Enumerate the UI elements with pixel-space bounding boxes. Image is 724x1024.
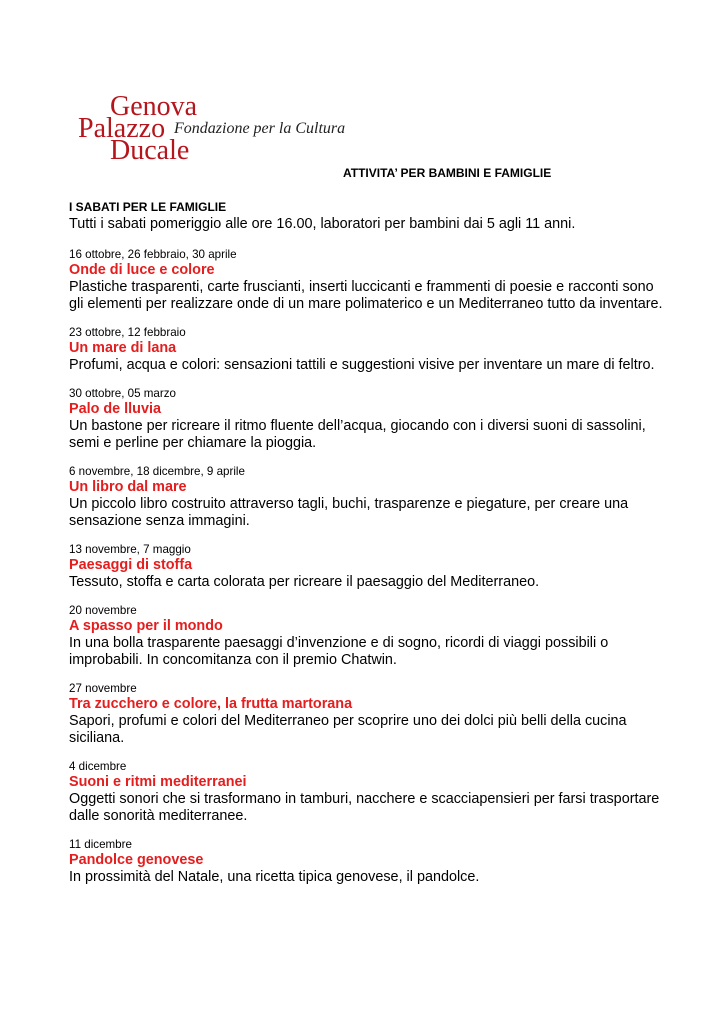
activity-item <box>69 681 669 747</box>
activity-description: Oggetti sonori che si trasformano in tamburi, nacchere e scacciapensieri per farsi trasportare dalle sonorità mediterranee. <box>69 791 660 824</box>
section-intro: Tutti i sabati pomeriggio alle ore 16.00, laboratori per bambini dai 5 agli 11 anni. <box>69 216 576 232</box>
activity-title: A spasso per il mondo <box>69 618 223 634</box>
activity-description: Profumi, acqua e colori: sensazioni tattili e suggestioni visive per inventare un mare di feltro. <box>69 357 655 373</box>
activity-title: Onde di luce e colore <box>69 262 215 278</box>
activity-description: Un bastone per ricreare il ritmo fluente dell’acqua, giocando con i diversi suoni di sassolini, semi e perline per chiamare la pioggia. <box>69 418 646 451</box>
activity-date: 30 ottobre, 05 marzo <box>69 387 176 400</box>
activity-description: Tessuto, stoffa e carta colorata per ricreare il paesaggio del Mediterraneo. <box>69 574 540 590</box>
activity-title: Paesaggi di stoffa <box>69 557 193 573</box>
document-body <box>69 199 669 898</box>
activity-date: 16 ottobre, 26 febbraio, 30 aprile <box>69 248 237 261</box>
activity-date: 11 dicembre <box>69 838 132 851</box>
activity-description: In una bolla trasparente paesaggi d’invenzione e di sogno, ricordi di viaggi possibili o improbabili. In concomitanza con il premio Chatwin. <box>69 635 609 668</box>
activity-item <box>69 759 669 825</box>
activity-date: 4 dicembre <box>69 760 127 773</box>
activity-title: Pandolce genovese <box>69 852 204 868</box>
activity-date: 27 novembre <box>69 682 137 695</box>
activity-title: Un libro dal mare <box>69 479 187 495</box>
activity-item <box>69 837 669 886</box>
logo-palazzo: Palazzo <box>78 113 166 144</box>
activity-title: Palo de lluvia <box>69 401 161 417</box>
activity-date: 6 novembre, 18 dicembre, 9 aprile <box>69 465 245 478</box>
activity-description: Sapori, profumi e colori del Mediterraneo per scoprire uno dei dolci più belli della cucina siciliana. <box>69 713 627 746</box>
logo-tagline: Fondazione per la Cultura <box>174 120 346 137</box>
section-title: I SABATI PER LE FAMIGLIE <box>69 200 227 214</box>
activity-title: Tra zucchero e colore, la frutta martorana <box>69 696 353 712</box>
logo-ducale: Ducale <box>110 135 190 166</box>
activity-description: Plastiche trasparenti, carte fruscianti, inserti luccicanti e frammenti di poesie e racconti sono gli elementi per realizzare onde di un mare polimaterico e un Mediterraneo tutto da inventare. <box>69 279 663 312</box>
logo-genova: Genova <box>110 91 198 122</box>
activity-item <box>69 325 669 374</box>
activity-date: 13 novembre, 7 maggio <box>69 543 191 556</box>
activity-date: 23 ottobre, 12 febbraio <box>69 326 186 339</box>
activity-description: Un piccolo libro costruito attraverso tagli, buchi, trasparenze e piegature, per creare una sensazione senza immagini. <box>69 496 629 529</box>
palazzo-ducale-logo <box>78 91 346 166</box>
activity-item <box>69 603 669 669</box>
activity-date: 20 novembre <box>69 604 137 617</box>
activity-item <box>69 542 669 591</box>
page-header: ATTIVITA’ PER BAMBINI E FAMIGLIE <box>343 166 552 180</box>
activity-title: Un mare di lana <box>69 340 177 356</box>
activity-item <box>69 464 669 530</box>
activity-item <box>69 247 669 313</box>
activity-item <box>69 386 669 452</box>
activity-title: Suoni e ritmi mediterranei <box>69 774 247 790</box>
activity-description: In prossimità del Natale, una ricetta tipica genovese, il pandolce. <box>69 869 480 885</box>
